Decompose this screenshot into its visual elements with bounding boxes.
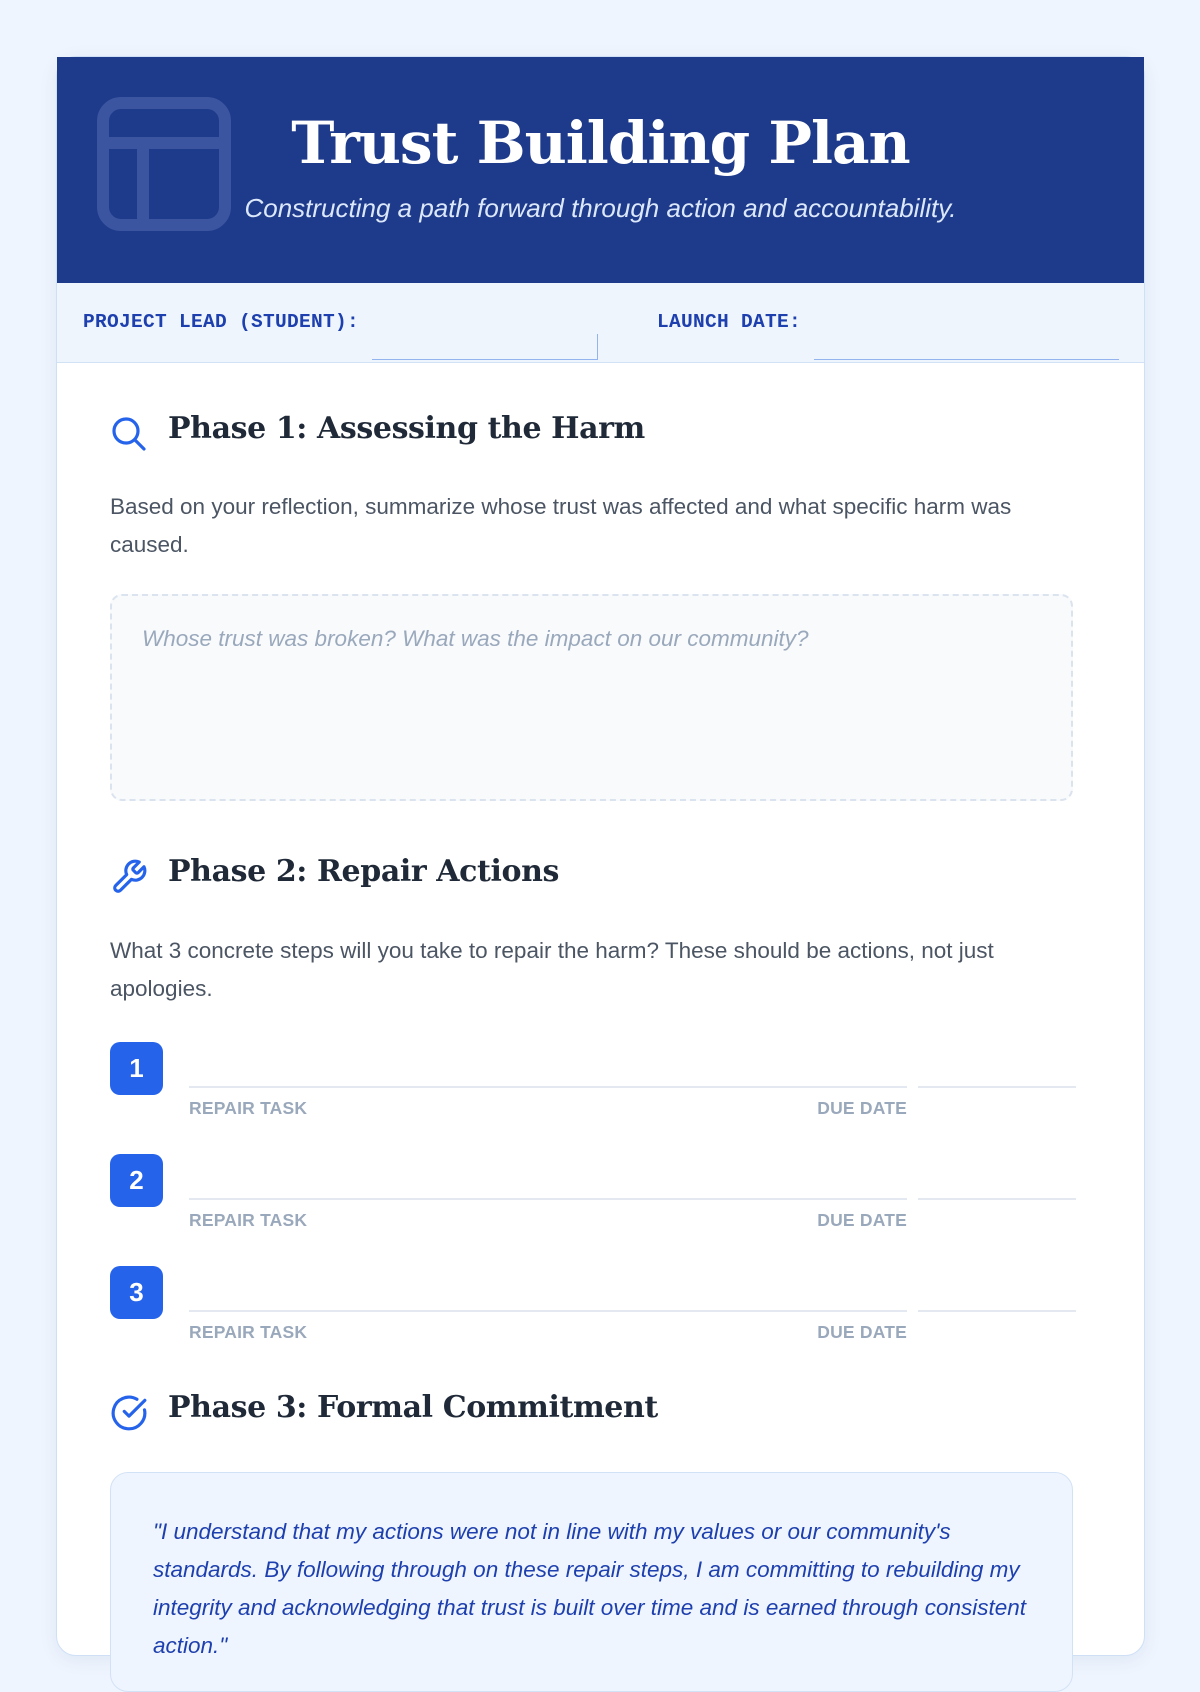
repair-task-label: REPAIR TASK [189,1098,308,1118]
commitment-box [110,1472,1073,1692]
due-date-label: DUE DATE [817,1210,907,1230]
launch-date-label: LAUNCH DATE: [657,311,802,333]
phase2-title: Phase 2: Repair Actions [168,854,560,889]
repair-step [110,1042,1075,1132]
page-title: Trust Building Plan [291,109,910,177]
project-lead-label: PROJECT LEAD (STUDENT): [83,311,360,333]
trust-plan-card [56,56,1145,1656]
due-date-field[interactable] [918,1198,1076,1200]
phase3-title: Phase 3: Formal Commitment [168,1390,658,1425]
step-number-badge: 1 [110,1042,163,1095]
repair-task-field[interactable] [189,1310,907,1312]
commitment-statement: "I understand that my actions were not in line with my values or our community's standards. By following through on these repair steps, I am committing to rebuilding my integrity and acknowledging that trust is built over time and is earned through consistent action." [153,1519,1026,1658]
phase1-title: Phase 1: Assessing the Harm [168,411,645,446]
meta-bar [57,283,1144,363]
step-number-badge: 3 [110,1266,163,1319]
repair-step [110,1266,1075,1356]
page-subtitle: Constructing a path forward through action and accountability. [244,193,957,223]
due-date-label: DUE DATE [817,1322,907,1342]
repair-task-label: REPAIR TASK [189,1322,308,1342]
phase2-heading [110,854,1075,898]
search-icon [110,415,148,453]
repair-task-field[interactable] [189,1086,907,1088]
launch-date-field[interactable] [814,334,1119,360]
phase2-description: What 3 concrete steps will you take to repair the harm? These should be actions, not just apologies. [110,938,994,1001]
repair-step [110,1154,1075,1244]
phase1-heading [110,411,1075,455]
phase1-description: Based on your reflection, summarize whose trust was affected and what specific harm was caused. [110,494,1012,557]
wrench-icon [110,858,148,896]
due-date-label: DUE DATE [817,1098,907,1118]
due-date-field[interactable] [918,1086,1076,1088]
repair-task-label: REPAIR TASK [189,1210,308,1230]
project-lead-field[interactable] [372,334,598,360]
repair-task-field[interactable] [189,1198,907,1200]
phase3-heading [110,1390,1075,1434]
due-date-field[interactable] [918,1310,1076,1312]
check-circle-icon [110,1394,148,1432]
harm-summary-textarea[interactable]: Whose trust was broken? What was the impact on our community? [110,594,1073,801]
step-number-badge: 2 [110,1154,163,1207]
header-banner [57,57,1144,283]
